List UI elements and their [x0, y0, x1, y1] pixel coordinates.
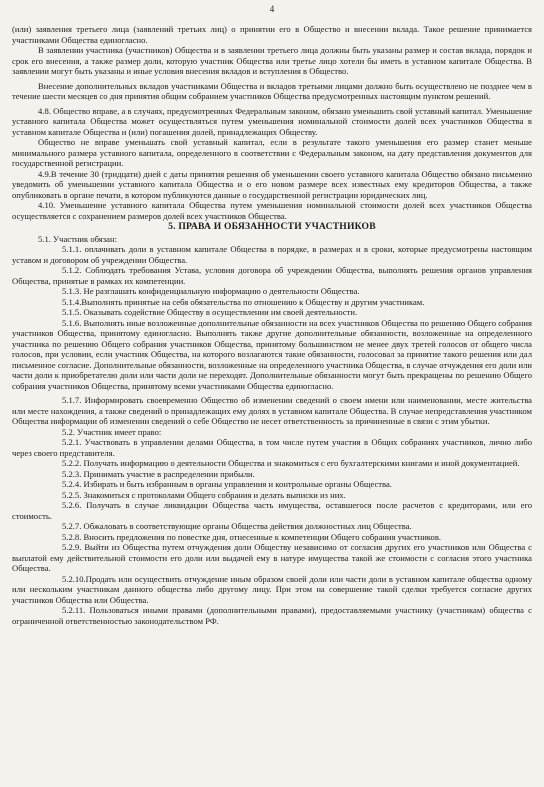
paragraph: 4.10. Уменьшение уставного капитала Общества путем уменьшения номинальной стоимости долей всех участников Общества осуществляется с сохранением размеров долей всех участников Общества. [12, 200, 532, 221]
clause-heading: 5.1. Участник обязан: [38, 233, 117, 244]
clause: 5.1.4.Выполнять принятые на себя обязательства по отношению к Обществу и другим участникам. [62, 296, 425, 307]
clause: 5.2.2. Получать информацию о деятельности Общества и знакомиться с его бухгалтерскими книгами и иной документацией. [62, 458, 520, 468]
clause: 5.2.10.Продать или осуществить отчуждение иным образом своей доли или части доли в уставном капитале общества одному или нескольким участникам данного общества либо другому лицу. При этом на совершение такой сделки требуется согласие других участников Общества или Общества. [12, 573, 532, 605]
clause: 5.2.5. Знакомиться с протоколами Общего собрания и делать выписки из них. [62, 489, 346, 500]
paragraph: (или) заявления третьего лица (заявлений третьих лиц) о принятии его в Общество и внесении вклада. Такое решение принимается участниками Общества единогласно. [12, 24, 532, 45]
clause: 5.1.3. Не разглашать конфиденциальную информацию о деятельности Общества. [62, 286, 360, 296]
page-number: 4 [269, 4, 275, 14]
paragraph: В заявлении участника (участников) Общества и в заявлении третьего лица должны быть указаны размер и состав вклада, порядок и срок его внесения, а также размер доли, которую участник Общества или третье лицо хотели бы иметь в уставном капитале Общества. В заявлении могут быть указаны и иные условия внесения вкладов и вступления в Общество. [12, 45, 532, 76]
clause-heading: 5.2. Участник имеет право: [62, 426, 162, 437]
paragraph: Внесение дополнительных вкладов участниками Общества и вкладов третьими лицами должно быть осуществлено не позднее чем в течение шести месяцев со дня принятия общим собранием участников Общества предусмотренных настоящим пунктом решений. [12, 80, 532, 101]
paragraph: 4.8. Общество вправе, а в случаях, предусмотренных Федеральным законом, обязано уменьшить свой уставный капитал. Уменьшение уставного капитала Общества может осуществляться путем уменьшения номинальной стоимости долей всех участников Общества в уставном капитале Общества и (или) погашения долей, принадлежащих Обществу. [12, 105, 532, 137]
clause: 5.2.7. Обжаловать в соответствующие органы Общества действия должностных лиц Общества. [62, 521, 412, 531]
clause: 5.2.1. Участвовать в управлении делами Общества, в том числе путем участия в Общих собраниях участников, лично либо через своего представителя. [12, 437, 532, 458]
paragraph: 4.9.В течение 30 (тридцати) дней с даты принятия решения об уменьшении своего уставного капитала Общество обязано письменно уведомить об уменьшении уставного капитала Общества и о его новом размере всех известных ему кредиторов Общества, а также опубликовать в органе печати, в котором публикуются данные о государственной регистрации юридических лиц. [12, 168, 532, 200]
clause: 5.1.7. Информировать своевременно Общество об изменении сведений о своем имени или наименовании, месте жительства или месте нахождения, а также сведений о принадлежащих ему долях в уставном капитале Общества. В случае непредставления участником Общества информации об изменении сведений о себе Общество не несет ответственность за причиненные в связи с этим убытки. [12, 395, 532, 426]
clause: 5.2.6. Получать в случае ликвидации Общества часть имущества, оставшегося после расчетов с кредиторами, или его стоимость. [12, 500, 532, 521]
clause: 5.1.5. Оказывать содействие Обществу в осуществлении им своей деятельности. [62, 307, 358, 317]
clause: 5.2.3. Принимать участие в распределении прибыли. [62, 468, 255, 479]
clause: 5.2.11. Пользоваться иными правами (дополнительными правами), предоставляемыми участнику (участникам) общества с ограниченной ответственностью законодательством РФ. [12, 605, 532, 626]
clause: 5.2.9. Выйти из Общества путем отчуждения доли Обществу независимо от согласия других его участников или Общества с выплатой ему действительной стоимости его доли или выдачей ему в натуре имущества такой же стоимости с согласия этого участника Общества. [12, 542, 532, 573]
section-title: 5. ПРАВА И ОБЯЗАННОСТИ УЧАСТНИКОВ [168, 221, 376, 232]
clause: 5.2.8. Вносить предложения по повестке дня, отнесенные к компетенции Общего собрания участников. [62, 531, 442, 542]
paragraph: Общество не вправе уменьшать свой уставный капитал, если в результате такого уменьшения его размер станет меньше минимального размера уставного капитала, определенного в соответствии с Федеральным законом, на дату представления документов для государственной регистрации. [12, 137, 532, 168]
clause: 5.1.2. Соблюдать требования Устава, условия договора об учреждении Общества, выполнять решения органов управления Общества, принятые в рамках их компетенции. [12, 265, 532, 286]
clause: 5.1.6. Выполнять иные возложенные дополнительные обязанности на всех участников Общества по решению Общего собрания участников Общества, принятому единогласно. Выполнять также другие дополнительные обязанности, возложенные на определенного участника по решению Общего собрания участников Общества, принятому большинством не менее двух третей голосов от общего числа голосов, при условии, если участник Общества, на которого возлагаются такие обязанности, голосовал за принятие такого решения или дал письменное согласие. Дополнительные обязанности, возложенные на определенного участника Общества, в случае отчуждения его доли или части доли к приобретателю доли или части доли не переходят. Дополнительные обязанности могут быть прекращены по решению Общего собрания участников Общества, принятому всеми участниками Общества единогласно. [12, 317, 532, 391]
clause: 5.1.1. оплачивать доли в уставном капитале Общества в порядке, в размерах и в сроки, которые предусмотрены настоящим уставом и договором об учреждении Общества. [12, 244, 532, 265]
clause: 5.2.4. Избирать и быть избранным в органы управления и контрольные органы Общества. [62, 479, 392, 489]
